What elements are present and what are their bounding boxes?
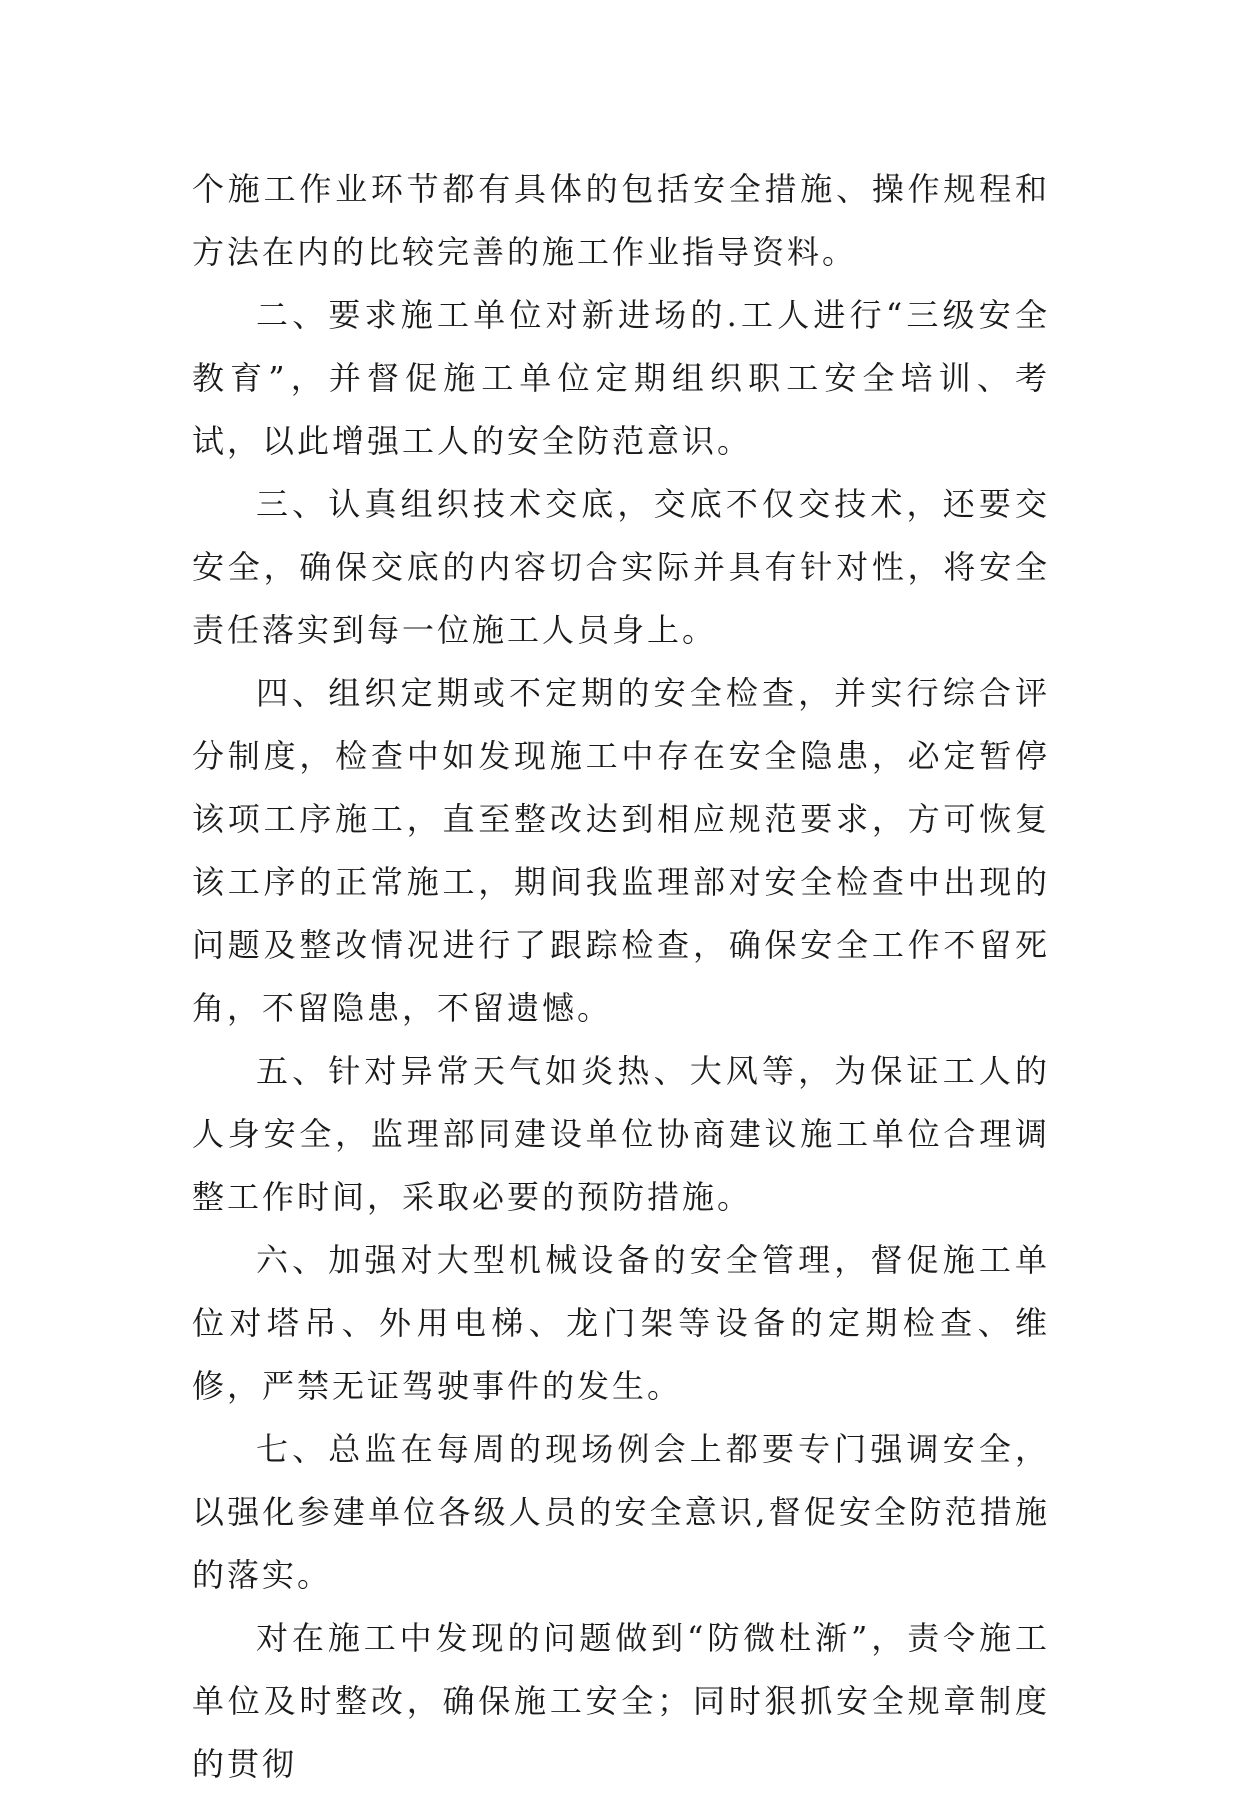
paragraph-item-3: 三、认真组织技术交底，交底不仅交技术，还要交安全，确保交底的内容切合实际并具有针对性，将安全责任落实到每一位施工人员身上。: [192, 485, 1050, 649]
paragraph-continuation: 个施工作业环节都有具体的包括安全措施、操作规程和方法在内的比较完善的施工作业指导资料。: [192, 170, 1050, 271]
paragraph-item-4: 四、组织定期或不定期的安全检查，并实行综合评分制度，检查中如发现施工中存在安全隐患，必定暂停该项工序施工，直至整改达到相应规范要求，方可恢复该工序的正常施工，期间我监理部对安全检查中出现的问题及整改情况进行了跟踪检查，确保安全工作不留死角，不留隐患，不留遗憾。: [192, 674, 1050, 1027]
paragraph-closing: 对在施工中发现的问题做到“防微杜渐”，责令施工单位及时整改，确保施工安全；同时狠抓安全规章制度的贯彻: [192, 1619, 1050, 1783]
document-body: [192, 158, 1050, 1796]
paragraph-item-2: 二、要求施工单位对新进场的.工人进行“三级安全教育”，并督促施工单位定期组织职工安全培训、考试，以此增强工人的安全防范意识。: [192, 296, 1050, 460]
paragraph-item-7: 七、总监在每周的现场例会上都要专门强调安全，以强化参建单位各级人员的安全意识,督促安全防范措施的落实。: [192, 1430, 1050, 1594]
paragraph-item-5: 五、针对异常天气如炎热、大风等，为保证工人的人身安全，监理部同建设单位协商建议施工单位合理调整工作时间，采取必要的预防措施。: [192, 1052, 1050, 1216]
paragraph-item-6: 六、加强对大型机械设备的安全管理，督促施工单位对塔吊、外用电梯、龙门架等设备的定期检查、维修，严禁无证驾驶事件的发生。: [192, 1241, 1050, 1405]
